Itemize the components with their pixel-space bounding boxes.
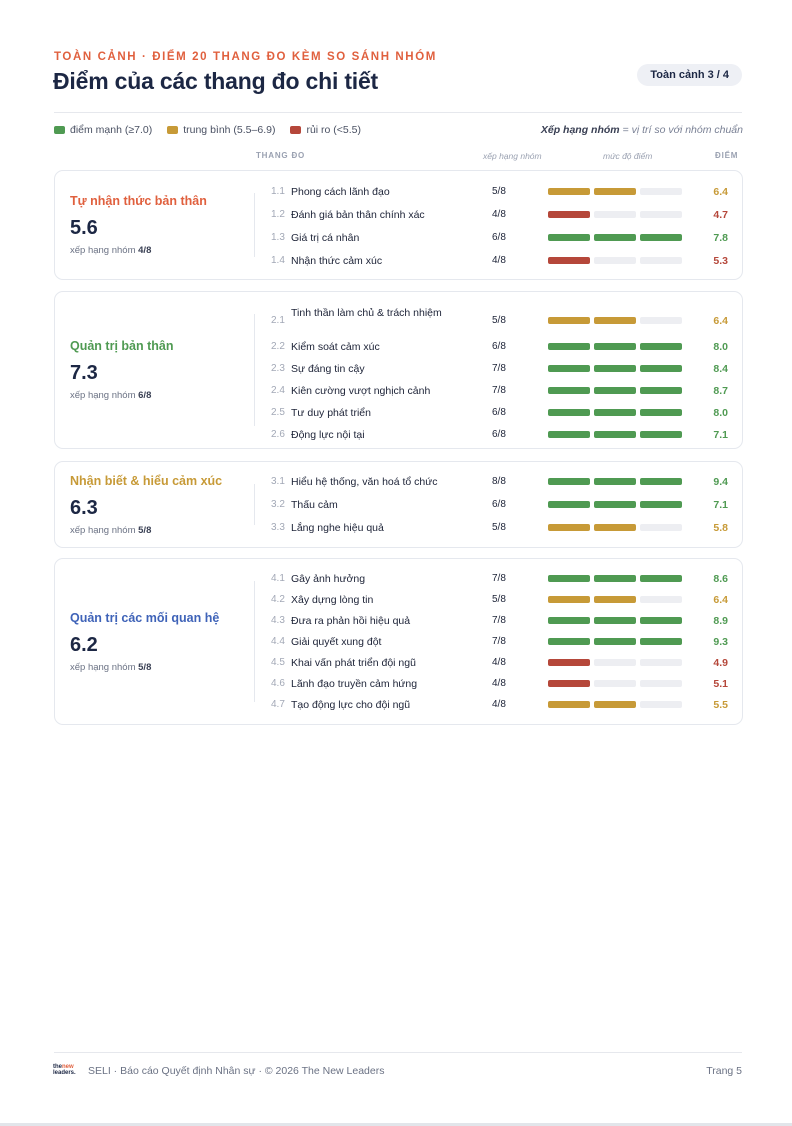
category-rank-label: xếp hạng nhóm: [70, 661, 136, 673]
scale-level-bar: [548, 501, 682, 508]
scale-name: Tinh thần làm chủ & trách nhiệm: [291, 307, 442, 319]
scale-number: 4.6: [271, 678, 285, 689]
scale-name: Kiểm soát cảm xúc: [291, 341, 380, 353]
scale-row: [55, 495, 744, 515]
level-segment: [548, 596, 590, 603]
scale-score: 5.5: [713, 699, 728, 711]
level-segment: [548, 234, 590, 241]
scale-row: [55, 359, 744, 379]
scale-row: [55, 381, 744, 401]
scale-row: [55, 569, 744, 589]
level-segment: [548, 365, 590, 372]
level-segment: [640, 409, 682, 416]
scale-row: [55, 251, 744, 271]
category-score: 5.6: [70, 217, 98, 239]
scale-name: Gây ảnh hưởng: [291, 573, 366, 585]
scale-name: Thấu cảm: [291, 499, 338, 511]
level-segment: [548, 188, 590, 195]
level-segment: [640, 680, 682, 687]
scale-level-bar: [548, 234, 682, 241]
column-header-score: ĐIỂM: [715, 151, 739, 160]
scale-score: 5.3: [713, 255, 728, 267]
scale-row: [55, 182, 744, 202]
scale-name: Tư duy phát triển: [291, 407, 371, 419]
rank-note-bold: Xếp hạng nhóm: [540, 124, 620, 136]
level-segment: [548, 257, 590, 264]
legend-swatch-risk: [290, 126, 301, 134]
section-pill: Toàn cảnh 3 / 4: [637, 64, 742, 86]
legend-swatch-strong: [54, 126, 65, 134]
scale-number: 2.1: [271, 315, 285, 326]
level-segment: [548, 478, 590, 485]
level-segment: [594, 234, 636, 241]
scale-row: [55, 695, 744, 715]
scale-row: [55, 337, 744, 357]
legend-label-strong: điểm mạnh (≥7.0): [70, 124, 153, 136]
page-number: Trang 5: [706, 1065, 742, 1077]
level-segment: [640, 387, 682, 394]
scale-rank: 4/8: [492, 678, 506, 689]
scale-rank: 5/8: [492, 522, 506, 533]
scale-level-bar: [548, 317, 682, 324]
scale-number: 4.4: [271, 636, 285, 647]
legend-label-medium: trung bình (5.5–6.9): [183, 124, 276, 136]
category-name: Quản trị các mối quan hệ: [70, 610, 220, 625]
scale-level-bar: [548, 431, 682, 438]
scale-rank: 7/8: [492, 385, 506, 396]
level-segment: [594, 343, 636, 350]
legend-item-risk: [290, 124, 361, 136]
scale-level-bar: [548, 409, 682, 416]
level-segment: [548, 680, 590, 687]
level-segment: [640, 234, 682, 241]
level-segment: [640, 211, 682, 218]
level-segment: [594, 617, 636, 624]
level-segment: [594, 317, 636, 324]
level-segment: [594, 365, 636, 372]
scale-rank: 6/8: [492, 499, 506, 510]
scale-number: 2.2: [271, 341, 285, 352]
scale-name: Đánh giá bản thân chính xác: [291, 209, 425, 221]
legend-item-strong: [54, 124, 152, 136]
scale-score: 5.1: [713, 678, 728, 690]
scale-level-bar: [548, 638, 682, 645]
scale-row: [55, 674, 744, 694]
rank-note-text: = vị trí so với nhóm chuẩn: [619, 124, 743, 136]
level-segment: [594, 638, 636, 645]
scale-number: 4.7: [271, 699, 285, 710]
category-rank-label: xếp hạng nhóm: [70, 390, 136, 401]
scale-level-bar: [548, 659, 682, 666]
legend: [54, 124, 361, 136]
level-segment: [640, 365, 682, 372]
scale-row: [55, 632, 744, 652]
scale-name: Kiên cường vượt nghịch cảnh: [291, 385, 431, 397]
scale-score: 8.4: [713, 363, 728, 375]
level-segment: [640, 575, 682, 582]
scale-number: 3.2: [271, 499, 285, 510]
header-divider: [54, 112, 742, 113]
scale-rank: 6/8: [492, 341, 506, 352]
level-segment: [640, 659, 682, 666]
section-eyebrow: TOÀN CẢNH · ĐIỂM 20 THANG ĐO KÈM SO SÁNH NHÓM: [54, 51, 437, 63]
scale-number: 3.1: [271, 476, 285, 487]
level-segment: [594, 680, 636, 687]
scale-number: 2.3: [271, 363, 285, 374]
page-title: Điểm của các thang đo chi tiết: [53, 68, 379, 94]
category-card: [54, 461, 743, 548]
scale-name: Nhận thức cảm xúc: [291, 255, 383, 267]
category-name: Nhận biết & hiểu cảm xúc: [70, 473, 223, 488]
level-segment: [640, 596, 682, 603]
scale-rank: 4/8: [492, 255, 506, 266]
scale-row: [55, 611, 744, 631]
logo-word-new: new: [62, 1064, 74, 1070]
scale-name: Sự đáng tin cậy: [291, 363, 365, 375]
scale-row: [55, 518, 744, 538]
scale-name: Động lực nội tại: [291, 429, 365, 441]
column-header-scale: THANG ĐO: [256, 151, 306, 160]
scale-score: 8.0: [713, 341, 728, 353]
scale-name: Xây dựng lòng tin: [291, 594, 374, 606]
scale-name: Lắng nghe hiệu quả: [291, 522, 384, 534]
scale-score: 8.0: [713, 407, 728, 419]
level-segment: [548, 501, 590, 508]
scale-rank: 4/8: [492, 657, 506, 668]
rank-note: [541, 124, 743, 136]
scale-score: 8.9: [713, 615, 728, 627]
level-segment: [594, 257, 636, 264]
scale-number: 1.4: [271, 255, 285, 266]
level-segment: [640, 478, 682, 485]
scale-number: 4.2: [271, 594, 285, 605]
scale-name: Khai vấn phát triển đội ngũ: [291, 657, 416, 669]
legend-swatch-medium: [167, 126, 178, 134]
scale-level-bar: [548, 188, 682, 195]
category-rank-label: xếp hạng nhóm: [70, 245, 136, 256]
level-segment: [640, 501, 682, 508]
level-segment: [594, 524, 636, 531]
scale-score: 4.9: [713, 657, 728, 669]
scale-row: [55, 307, 744, 331]
category-card: [54, 291, 743, 449]
level-segment: [548, 431, 590, 438]
level-segment: [640, 431, 682, 438]
level-segment: [594, 701, 636, 708]
scale-number: 4.3: [271, 615, 285, 626]
column-header-rank: xếp hạng nhóm: [483, 151, 542, 161]
category-rank-value: 5/8: [138, 524, 152, 536]
level-segment: [594, 575, 636, 582]
scale-name: Phong cách lãnh đạo: [291, 186, 390, 198]
scale-number: 1.3: [271, 232, 285, 243]
level-segment: [594, 596, 636, 603]
category-rank-value: 4/8: [138, 245, 152, 256]
level-segment: [594, 409, 636, 416]
scale-rank: 7/8: [492, 615, 506, 626]
level-segment: [594, 659, 636, 666]
scale-rank: 8/8: [492, 476, 506, 487]
level-segment: [548, 524, 590, 531]
brand-logo: [53, 1064, 81, 1076]
scale-number: 4.5: [271, 657, 285, 668]
scale-number: 2.5: [271, 407, 285, 418]
scale-rank: 4/8: [492, 209, 506, 220]
scale-level-bar: [548, 680, 682, 687]
category-score: 6.2: [70, 633, 98, 656]
level-segment: [594, 211, 636, 218]
footer-divider: [54, 1052, 742, 1053]
scale-name: Tạo động lực cho đội ngũ: [291, 699, 411, 711]
scale-row: [55, 425, 744, 445]
scale-name: Đưa ra phản hồi hiệu quả: [291, 615, 411, 627]
scale-number: 4.1: [271, 573, 285, 584]
category-rank-value: 6/8: [138, 390, 152, 401]
scale-level-bar: [548, 596, 682, 603]
category-card: [54, 558, 743, 725]
scale-row: [55, 205, 744, 225]
scale-name: Lãnh đạo truyền cảm hứng: [291, 678, 418, 690]
category-name: Tự nhận thức bản thân: [70, 194, 207, 208]
level-segment: [594, 188, 636, 195]
level-segment: [548, 659, 590, 666]
scale-score: 9.4: [713, 476, 728, 488]
legend-item-medium: [167, 124, 275, 136]
scale-score: 7.1: [713, 429, 728, 441]
level-segment: [640, 257, 682, 264]
level-segment: [640, 524, 682, 531]
footer-text: SELI · Báo cáo Quyết định Nhân sự · © 2026 The New Leaders: [88, 1065, 385, 1077]
scale-row: [55, 653, 744, 673]
scale-level-bar: [548, 575, 682, 582]
scale-score: 7.1: [713, 499, 728, 511]
scale-score: 5.8: [713, 522, 728, 534]
category-score: 7.3: [70, 362, 98, 384]
level-segment: [640, 188, 682, 195]
scale-number: 2.4: [271, 385, 285, 396]
category-card: [54, 170, 743, 280]
scale-level-bar: [548, 617, 682, 624]
scale-level-bar: [548, 211, 682, 218]
scale-name: Hiểu hệ thống, văn hoá tổ chức: [291, 476, 438, 488]
scale-level-bar: [548, 257, 682, 264]
scale-rank: 4/8: [492, 699, 506, 710]
scale-name: Giá trị cá nhân: [291, 232, 360, 244]
scale-number: 1.1: [271, 186, 285, 197]
scale-level-bar: [548, 701, 682, 708]
level-segment: [548, 409, 590, 416]
category-name: Quản trị bản thân: [70, 339, 174, 353]
scale-score: 6.4: [713, 315, 728, 327]
scale-level-bar: [548, 524, 682, 531]
level-segment: [548, 211, 590, 218]
scale-number: 2.6: [271, 429, 285, 440]
category-score: 6.3: [70, 496, 98, 519]
level-segment: [640, 638, 682, 645]
level-segment: [640, 317, 682, 324]
scale-score: 6.4: [713, 594, 728, 606]
scale-score: 8.6: [713, 573, 728, 585]
scale-row: [55, 403, 744, 423]
column-header-level: mức độ điểm: [603, 151, 653, 161]
level-segment: [548, 317, 590, 324]
scale-score: 8.7: [713, 385, 728, 397]
level-segment: [548, 638, 590, 645]
scale-rank: 5/8: [492, 594, 506, 605]
scale-rank: 7/8: [492, 363, 506, 374]
level-segment: [640, 343, 682, 350]
scale-rank: 5/8: [492, 186, 506, 197]
logo-word-the: the: [53, 1064, 62, 1070]
level-segment: [594, 431, 636, 438]
scale-number: 3.3: [271, 522, 285, 533]
category-rank-label: xếp hạng nhóm: [70, 524, 136, 536]
scale-rank: 6/8: [492, 232, 506, 243]
category-rank-value: 5/8: [138, 661, 152, 673]
scale-rank: 5/8: [492, 315, 506, 326]
level-segment: [548, 387, 590, 394]
scale-level-bar: [548, 343, 682, 350]
scale-level-bar: [548, 387, 682, 394]
level-segment: [548, 617, 590, 624]
scale-score: 7.8: [713, 232, 728, 244]
scale-score: 9.3: [713, 636, 728, 648]
level-segment: [548, 575, 590, 582]
scale-score: 4.7: [713, 209, 728, 221]
scale-name: Giải quyết xung đột: [291, 636, 382, 648]
level-segment: [640, 617, 682, 624]
scale-rank: 7/8: [492, 636, 506, 647]
scale-level-bar: [548, 365, 682, 372]
scale-row: [55, 228, 744, 248]
scale-score: 6.4: [713, 186, 728, 198]
level-segment: [548, 343, 590, 350]
scale-rank: 6/8: [492, 429, 506, 440]
level-segment: [594, 387, 636, 394]
scale-number: 1.2: [271, 209, 285, 220]
level-segment: [594, 501, 636, 508]
scale-level-bar: [548, 478, 682, 485]
legend-label-risk: rủi ro (<5.5): [306, 124, 362, 136]
logo-word-leaders: leaders.: [53, 1070, 76, 1076]
level-segment: [640, 701, 682, 708]
scale-rank: 7/8: [492, 573, 506, 584]
level-segment: [548, 701, 590, 708]
scale-rank: 6/8: [492, 407, 506, 418]
scale-row: [55, 590, 744, 610]
scale-row: [55, 472, 744, 492]
level-segment: [594, 478, 636, 485]
